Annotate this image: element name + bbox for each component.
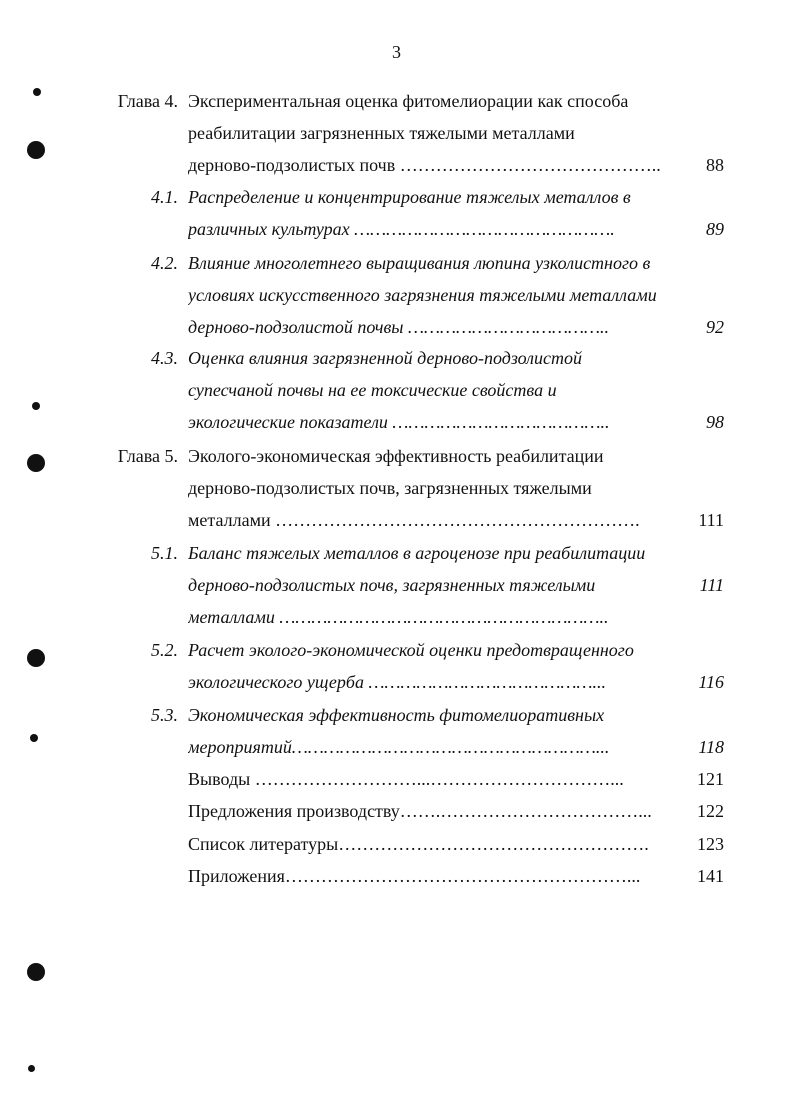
toc-page-number: 92 — [706, 317, 724, 337]
toc-page-number: 111 — [698, 510, 724, 530]
toc-entry-line: Предложения производству…….……………………………... — [188, 801, 652, 821]
toc-entry-line: Эколого-экономическая эффективность реабилитации — [188, 446, 604, 466]
punch-hole-mark — [27, 963, 45, 981]
toc-entry-line: дерново-подзолистых почв …………………………………….. — [188, 155, 661, 175]
toc-entry-line: Баланс тяжелых металлов в агроценозе при реабилитации — [188, 543, 646, 563]
toc-entry-line: Выводы ………………………...…………………………... — [188, 769, 624, 789]
chapter-label: Глава 5. — [117, 446, 178, 466]
section-number: 4.2. — [151, 253, 178, 273]
section-number: 5.3. — [151, 705, 178, 725]
section-number: 5.1. — [151, 543, 178, 563]
toc-entry-line: Экономическая эффективность фитомелиоративных — [188, 705, 605, 725]
toc-page-number: 88 — [706, 155, 724, 175]
toc-page-number: 122 — [697, 801, 724, 821]
toc-page-number: 116 — [698, 672, 724, 692]
chapter-label: Глава 4. — [117, 91, 178, 111]
toc-entry-line: мероприятий…………………………………………………... — [188, 737, 610, 757]
toc-entry-line: Влияние многолетнего выращивания люпина узколистного в — [188, 253, 651, 273]
toc-page-number: 118 — [698, 737, 724, 757]
toc-page-number: 98 — [706, 412, 724, 432]
toc-entry-line: металлами ……………………………………………………. — [188, 510, 640, 530]
section-number: 4.3. — [151, 348, 178, 368]
toc-entry-line: металлами …………………………………………………….. — [188, 607, 609, 627]
scan-speck — [30, 734, 38, 742]
toc-entry-line: Экспериментальная оценка фитомелиорации как способа — [188, 91, 629, 111]
punch-hole-mark — [27, 454, 45, 472]
toc-entry-line: Распределение и концентрирование тяжелых металлов в — [188, 187, 631, 207]
toc-entry-line: дерново-подзолистых почв, загрязненных тяжелыми — [188, 575, 596, 595]
toc-entry-line: Приложения…………………………………………………... — [188, 866, 641, 886]
toc-entry-line: дерново-подзолистой почвы ……………………………….. — [188, 317, 610, 337]
toc-entry-line: Оценка влияния загрязненной дерново-подзолистой — [188, 348, 582, 368]
toc-entry-line: дерново-подзолистых почв, загрязненных тяжелыми — [188, 478, 592, 498]
toc-entry-line: экологического ущерба ……………………………………... — [188, 672, 607, 692]
page-number: 3 — [392, 42, 401, 62]
toc-entry-line: Расчет эколого-экономической оценки предотвращенного — [188, 640, 634, 660]
toc-entry-line: различных культурах …………………………………………. — [188, 219, 615, 239]
scan-speck — [33, 88, 41, 96]
section-number: 5.2. — [151, 640, 178, 660]
punch-hole-mark — [27, 649, 45, 667]
toc-page-number: 111 — [699, 575, 724, 595]
toc-page-number: 121 — [697, 769, 724, 789]
toc-page-number: 141 — [697, 866, 724, 886]
scan-speck — [32, 402, 40, 410]
scan-speck — [28, 1065, 35, 1072]
toc-entry-line: Список литературы……………………………………………. — [188, 834, 649, 854]
toc-entry-line: условиях искусственного загрязнения тяжелыми металлами — [188, 285, 657, 305]
toc-entry-line: экологические показатели ………………………………….. — [188, 412, 610, 432]
toc-page-number: 123 — [697, 834, 724, 854]
toc-page-number: 89 — [706, 219, 724, 239]
punch-hole-mark — [27, 141, 45, 159]
section-number: 4.1. — [151, 187, 178, 207]
toc-entry-line: супесчаной почвы на ее токсические свойства и — [188, 380, 557, 400]
toc-entry-line: реабилитации загрязненных тяжелыми металлами — [188, 123, 575, 143]
